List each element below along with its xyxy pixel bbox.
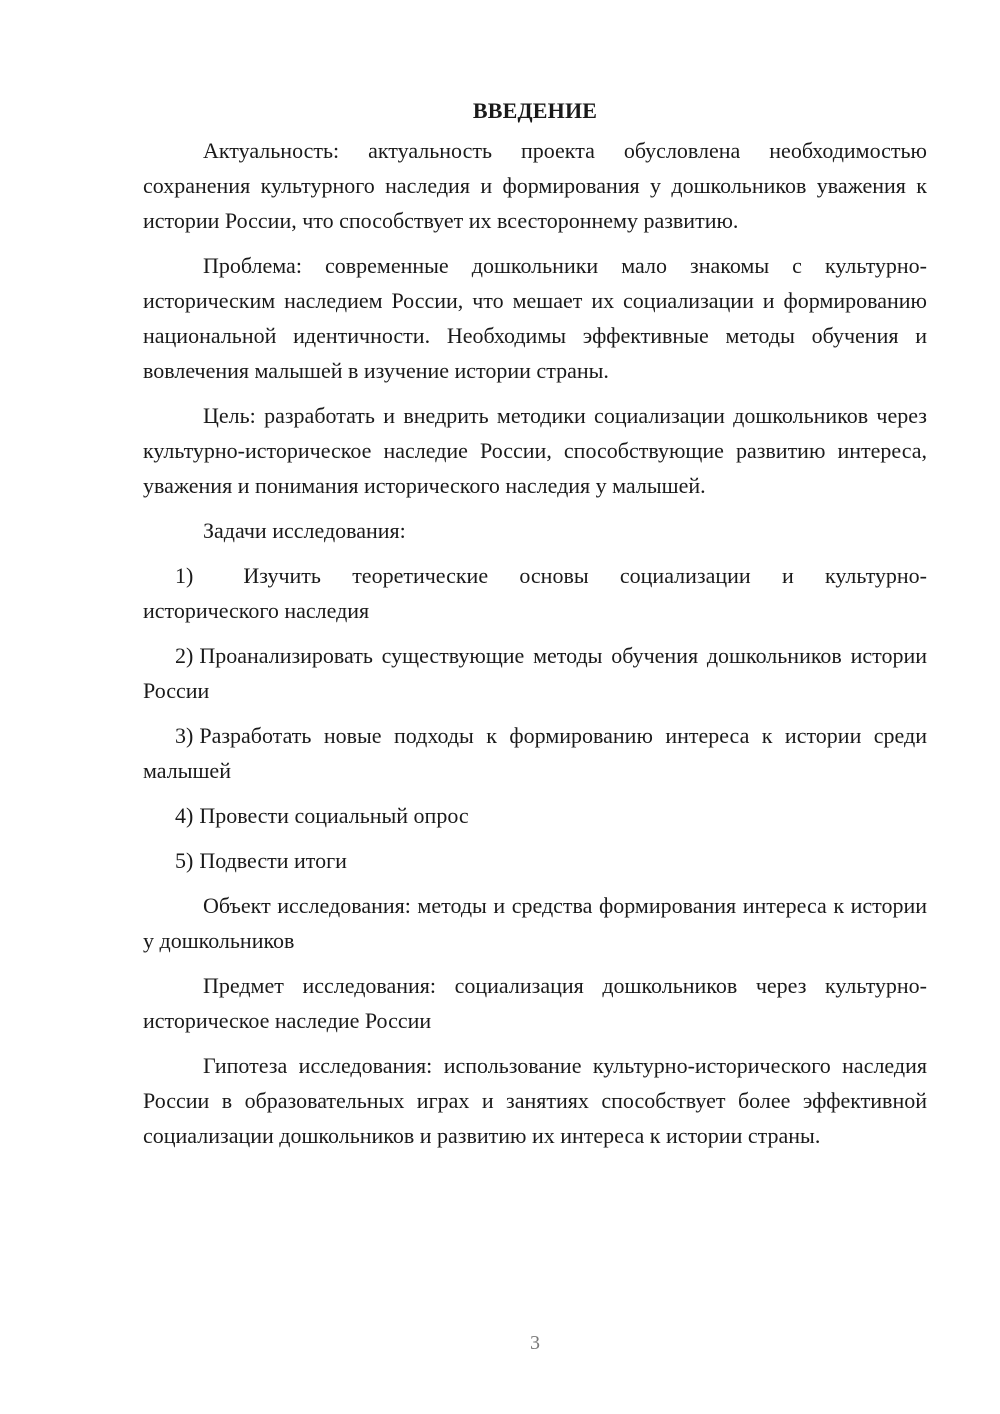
- list-item-text: Подвести итоги: [199, 848, 347, 873]
- list-item-number: 2): [175, 643, 194, 668]
- paragraph-problem: Проблема: современные дошкольники мало знакомы с культурно-историческим наследием России, что мешает их социализации и формированию национальной идентичности. Необходимы эффективные методы обучения и вовлечения малышей в изучение истории страны.: [143, 253, 927, 383]
- paragraph-relevance: Актуальность: актуальность проекта обусловлена необходимостью сохранения культурного наследия и формирования у дошкольников уважения к истории России, что способствует их всестороннему развитию.: [143, 138, 927, 233]
- list-item-text: Проанализировать существующие методы обучения дошкольников истории России: [143, 643, 927, 703]
- page-number: 3: [530, 1332, 540, 1354]
- tasks-heading: Задачи исследования:: [203, 518, 406, 543]
- list-item-number: 3): [175, 723, 194, 748]
- list-item: [143, 718, 927, 788]
- paragraph-subject: Предмет исследования: социализация дошкольников через культурно-историческое наследие России: [143, 973, 927, 1033]
- list-item: [143, 798, 927, 833]
- list-item-text: Провести социальный опрос: [199, 803, 469, 828]
- list-item-number: 5): [175, 848, 194, 873]
- tasks-list: [143, 558, 927, 878]
- paragraph-goal: Цель: разработать и внедрить методики социализации дошкольников через культурно-историческое наследие России, способствующие развитию интереса, уважения и понимания исторического наследия у малышей.: [143, 403, 927, 498]
- list-item-number: 4): [175, 803, 194, 828]
- paragraph-object: Объект исследования: методы и средства формирования интереса к истории у дошкольников: [143, 893, 927, 953]
- list-item-number: 1): [175, 563, 194, 588]
- list-item: [143, 638, 927, 708]
- paragraph-hypothesis: Гипотеза исследования: использование культурно-исторического наследия России в образовательных играх и занятиях способствует более эффективной социализации дошкольников и развитию их интереса к истории страны.: [143, 1053, 927, 1148]
- list-item-text: Разработать новые подходы к формированию интереса к истории среди малышей: [143, 723, 927, 783]
- list-item-text: Изучить теоретические основы социализации и культурно-исторического наследия: [143, 563, 927, 623]
- document-page: [143, 95, 927, 1163]
- list-item: [143, 558, 927, 628]
- list-item: [143, 843, 927, 878]
- page-title: ВВЕДЕНИЕ: [472, 98, 598, 123]
